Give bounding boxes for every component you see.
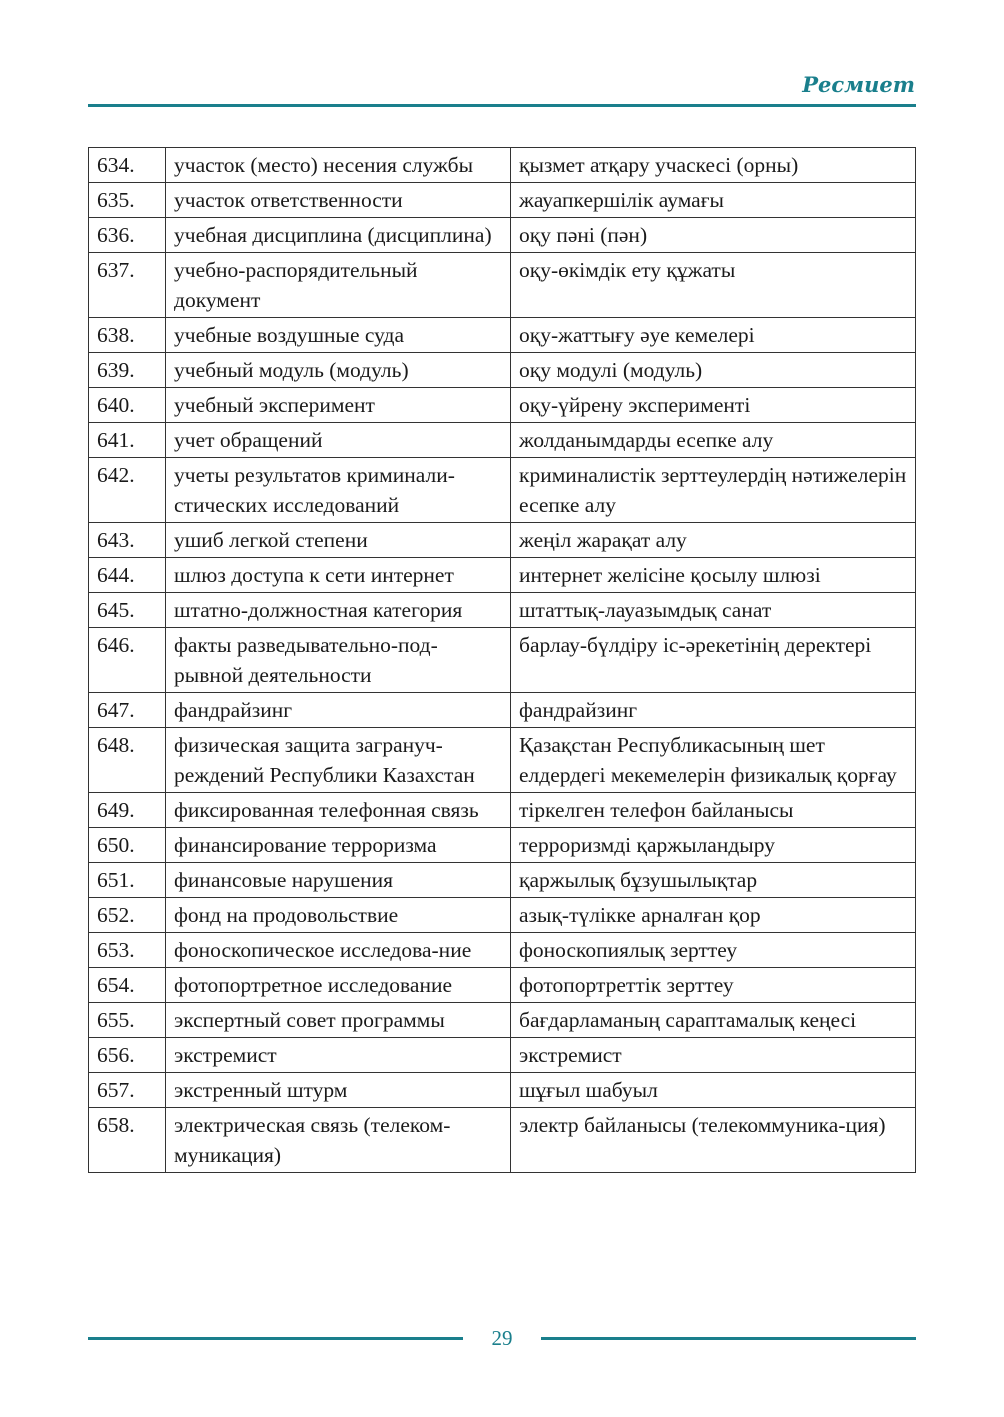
russian-term: физическая защита загрануч-реждений Республики Казахстан	[166, 728, 511, 793]
kazakh-term: оқу модулі (модуль)	[511, 353, 916, 388]
kazakh-term: оқу пәні (пән)	[511, 218, 916, 253]
kazakh-term: терроризмді қаржыландыру	[511, 828, 916, 863]
russian-term: штатно-должностная категория	[166, 593, 511, 628]
table-row	[89, 253, 916, 318]
kazakh-term: криминалистік зерттеулердің нәтижелерін есепке алу	[511, 458, 916, 523]
table-row	[89, 593, 916, 628]
table-row	[89, 523, 916, 558]
kazakh-term: оқу-үйрену эксперименті	[511, 388, 916, 423]
table-row	[89, 353, 916, 388]
russian-term: учебные воздушные суда	[166, 318, 511, 353]
russian-term: учет обращений	[166, 423, 511, 458]
kazakh-term: электр байланысы (телекоммуника-ция)	[511, 1108, 916, 1173]
entry-number: 649.	[89, 793, 166, 828]
kazakh-term: шұғыл шабуыл	[511, 1073, 916, 1108]
kazakh-term: жолданымдарды есепке алу	[511, 423, 916, 458]
entry-number: 653.	[89, 933, 166, 968]
russian-term: факты разведывательно-под-рывной деятельности	[166, 628, 511, 693]
kazakh-term: интернет желісіне қосылу шлюзі	[511, 558, 916, 593]
russian-term: фиксированная телефонная связь	[166, 793, 511, 828]
russian-term: учебная дисциплина (дисциплина)	[166, 218, 511, 253]
table-row	[89, 423, 916, 458]
russian-term: электрическая связь (телеком-муникация)	[166, 1108, 511, 1173]
kazakh-term: қызмет атқару учаскесі (орны)	[511, 148, 916, 183]
table-row	[89, 863, 916, 898]
russian-term: фотопортретное исследование	[166, 968, 511, 1003]
table-row	[89, 628, 916, 693]
table-row	[89, 218, 916, 253]
kazakh-term: барлау-бүлдіру іс-әрекетінің деректері	[511, 628, 916, 693]
table-row	[89, 793, 916, 828]
russian-term: экспертный совет программы	[166, 1003, 511, 1038]
entry-number: 656.	[89, 1038, 166, 1073]
russian-term: учебно-распорядительный документ	[166, 253, 511, 318]
footer-rule-left	[88, 1337, 463, 1340]
table-row	[89, 388, 916, 423]
table-row	[89, 1003, 916, 1038]
kazakh-term: оқу-жаттығу әуе кемелері	[511, 318, 916, 353]
russian-term: учебный модуль (модуль)	[166, 353, 511, 388]
table-row	[89, 933, 916, 968]
russian-term: шлюз доступа к сети интернет	[166, 558, 511, 593]
entry-number: 644.	[89, 558, 166, 593]
russian-term: ушиб легкой степени	[166, 523, 511, 558]
entry-number: 638.	[89, 318, 166, 353]
entry-number: 637.	[89, 253, 166, 318]
entry-number: 641.	[89, 423, 166, 458]
entry-number: 640.	[89, 388, 166, 423]
entry-number: 651.	[89, 863, 166, 898]
entry-number: 646.	[89, 628, 166, 693]
entry-number: 652.	[89, 898, 166, 933]
entry-number: 657.	[89, 1073, 166, 1108]
header-rule	[88, 104, 916, 107]
entry-number: 658.	[89, 1108, 166, 1173]
table-row	[89, 728, 916, 793]
table-row	[89, 693, 916, 728]
russian-term: финансовые нарушения	[166, 863, 511, 898]
russian-term: фоноскопическое исследова-ние	[166, 933, 511, 968]
russian-term: участок (место) несения службы	[166, 148, 511, 183]
entry-number: 639.	[89, 353, 166, 388]
kazakh-term: тіркелген телефон байланысы	[511, 793, 916, 828]
glossary-table-body	[89, 148, 916, 1173]
running-header-title: Ресмиет	[802, 72, 915, 97]
kazakh-term: оқу-өкімдік ету құжаты	[511, 253, 916, 318]
russian-term: фонд на продовольствие	[166, 898, 511, 933]
table-row	[89, 828, 916, 863]
table-row	[89, 1038, 916, 1073]
kazakh-term: фандрайзинг	[511, 693, 916, 728]
russian-term: учеты результатов криминали-стических исследований	[166, 458, 511, 523]
table-row	[89, 318, 916, 353]
kazakh-term: штаттық-лауазымдық санат	[511, 593, 916, 628]
kazakh-term: қаржылық бұзушылықтар	[511, 863, 916, 898]
entry-number: 654.	[89, 968, 166, 1003]
kazakh-term: фоноскопиялық зерттеу	[511, 933, 916, 968]
table-row	[89, 1073, 916, 1108]
kazakh-term: жауапкершілік аумағы	[511, 183, 916, 218]
entry-number: 648.	[89, 728, 166, 793]
kazakh-term: Қазақстан Республикасының шет елдердегі мекемелерін физикалық қорғау	[511, 728, 916, 793]
page-number: 29	[491, 1326, 513, 1350]
glossary-table	[88, 147, 916, 1173]
russian-term: участок ответственности	[166, 183, 511, 218]
russian-term: учебный эксперимент	[166, 388, 511, 423]
kazakh-term: экстремист	[511, 1038, 916, 1073]
table-row	[89, 558, 916, 593]
entry-number: 650.	[89, 828, 166, 863]
footer-rule-right	[541, 1337, 916, 1340]
table-row	[89, 898, 916, 933]
table-row	[89, 968, 916, 1003]
kazakh-term: азық-түлікке арналған қор	[511, 898, 916, 933]
kazakh-term: бағдарламаның сараптамалық кеңесі	[511, 1003, 916, 1038]
entry-number: 643.	[89, 523, 166, 558]
table-row	[89, 183, 916, 218]
russian-term: экстренный штурм	[166, 1073, 511, 1108]
entry-number: 655.	[89, 1003, 166, 1038]
russian-term: финансирование терроризма	[166, 828, 511, 863]
entry-number: 642.	[89, 458, 166, 523]
entry-number: 647.	[89, 693, 166, 728]
kazakh-term: фотопортреттік зерттеу	[511, 968, 916, 1003]
table-row	[89, 148, 916, 183]
kazakh-term: жеңіл жарақат алу	[511, 523, 916, 558]
entry-number: 645.	[89, 593, 166, 628]
russian-term: экстремист	[166, 1038, 511, 1073]
entry-number: 635.	[89, 183, 166, 218]
russian-term: фандрайзинг	[166, 693, 511, 728]
table-row	[89, 1108, 916, 1173]
entry-number: 634.	[89, 148, 166, 183]
table-row	[89, 458, 916, 523]
entry-number: 636.	[89, 218, 166, 253]
